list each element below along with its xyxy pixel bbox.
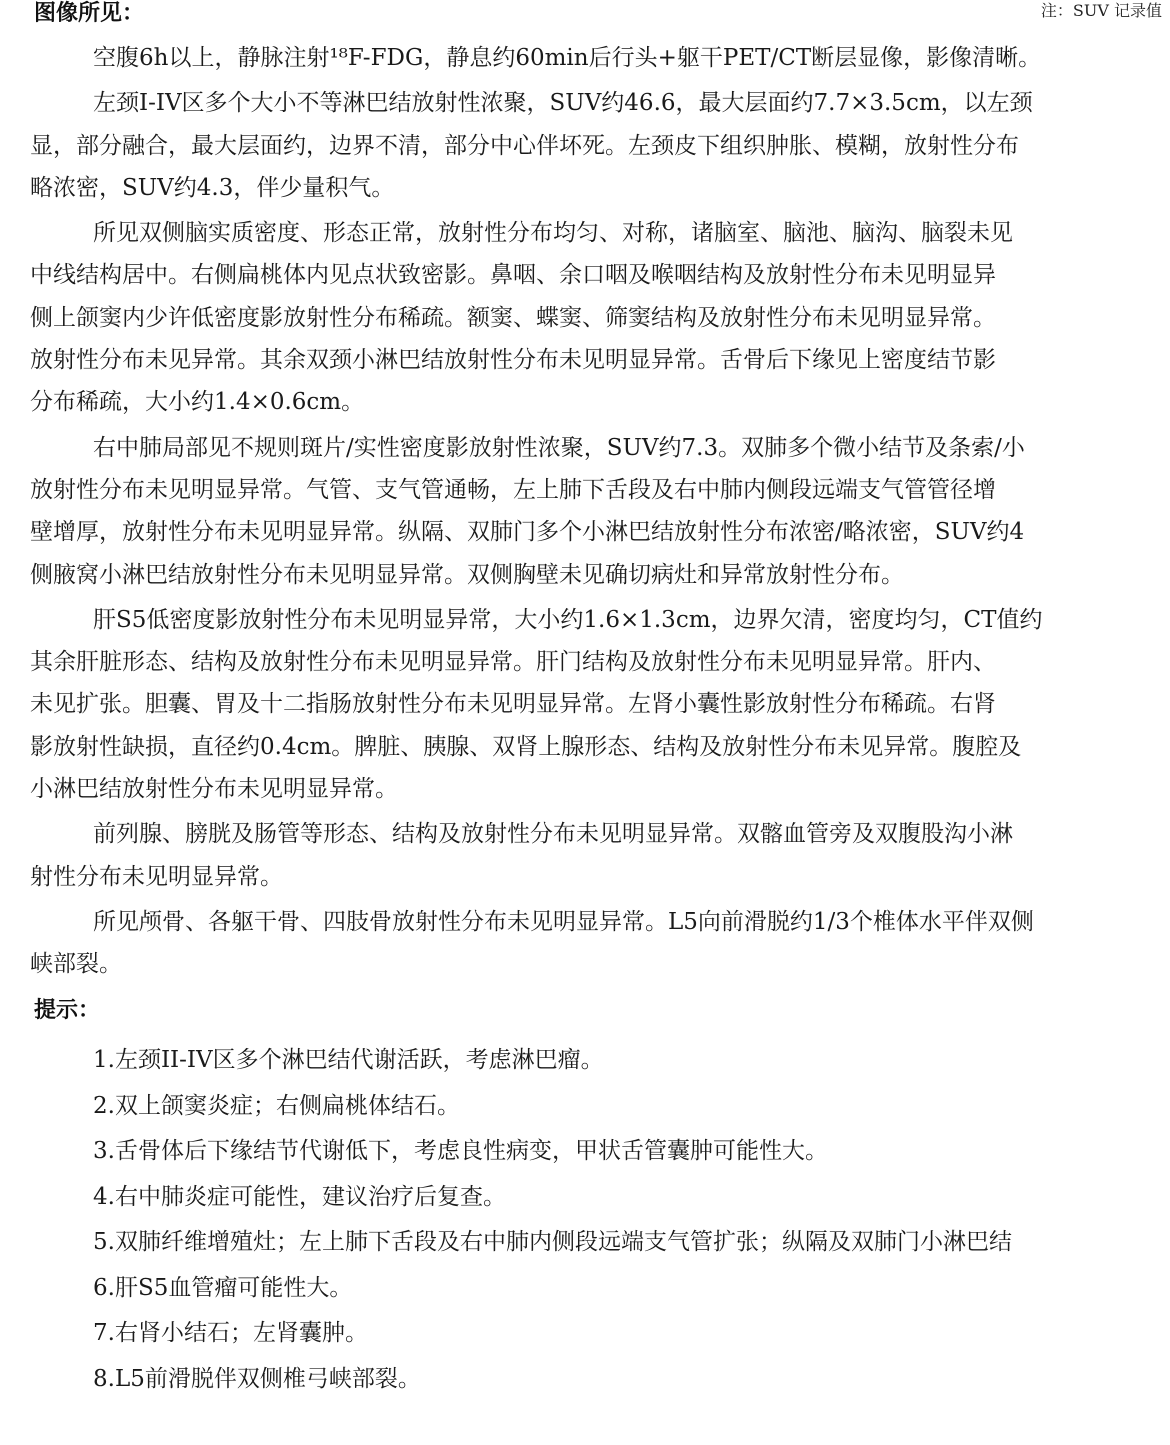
- findings-paragraph-bones: [30, 901, 1170, 986]
- hint-item: 1.左颈II-IV区多个淋巴结代谢活跃，考虑淋巴瘤。: [93, 1047, 604, 1073]
- paragraph-line: 放射性分布未见明显异常。气管、支气管通畅，左上肺下舌段及右中肺内侧段远端支气管管径增: [30, 476, 996, 503]
- findings-paragraph-neck: [30, 82, 1170, 209]
- paragraph-line: 右中肺局部见不规则斑片/实性密度影放射性浓聚，SUV约7.3。双肺多个微小结节及条索/小: [93, 434, 1025, 461]
- hint-item: 7.右肾小结石；左肾囊肿。: [93, 1320, 368, 1346]
- hints-heading: 提示：: [34, 998, 101, 1023]
- hint-item: 4.右中肺炎症可能性，建议治疗后复查。: [93, 1183, 506, 1210]
- findings-paragraph-chest: [30, 427, 1170, 596]
- paragraph-line: 所见颅骨、各躯干骨、四肢骨放射性分布未见明显异常。L5向前滑脱约1/3个椎体水平伴双侧: [93, 908, 1034, 935]
- paragraph-line: 放射性分布未见异常。其余双颈小淋巴结放射性分布未见明显异常。舌骨后下缘见上密度结节影: [30, 347, 996, 374]
- paragraph-line: 侧上颌窦内少许低密度影放射性分布稀疏。额窦、蝶窦、筛窦结构及放射性分布未见明显异常。: [30, 304, 996, 331]
- paragraph-line: 小淋巴结放射性分布未见明显异常。: [30, 776, 398, 803]
- paragraph-line: 分布稀疏，大小约1.4×0.6cm。: [30, 389, 365, 416]
- hint-item: 5.双肺纤维增殖灶；左上肺下舌段及右中肺内侧段远端支气管扩张；纵隔及双肺门小淋巴结: [93, 1229, 1012, 1255]
- paragraph-line: 影放射性缺损，直径约0.4cm。脾脏、胰腺、双肾上腺形态、结构及放射性分布未见异常。腹腔及: [30, 733, 1022, 760]
- hint-item: 2.双上颌窦炎症；右侧扁桃体结石。: [93, 1092, 460, 1119]
- paragraph-line: 峡部裂。: [30, 951, 122, 978]
- paragraph-line: 中线结构居中。右侧扁桃体内见点状致密影。鼻咽、余口咽及喉咽结构及放射性分布未见明显异: [30, 262, 996, 289]
- paragraph-line: 侧腋窝小淋巴结放射性分布未见明显异常。双侧胸壁未见确切病灶和异常放射性分布。: [30, 561, 904, 588]
- findings-heading: 图像所见：: [34, 1, 145, 26]
- hint-item: 6.肝S5血管瘤可能性大。: [93, 1274, 353, 1301]
- hints-list: [93, 1038, 1170, 1402]
- paragraph-line: 其余肝脏形态、结构及放射性分布未见明显异常。肝门结构及放射性分布未见明显异常。肝内、: [30, 649, 996, 676]
- paragraph-line: 显，部分融合，最大层面约，边界不清，部分中心伴坏死。左颈皮下组织肿胀、模糊，放射性分布: [30, 132, 1019, 159]
- paragraph-line: 未见扩张。胆囊、胃及十二指肠放射性分布未见明显异常。左肾小囊性影放射性分布稀疏。右肾: [30, 691, 996, 718]
- suv-note: 注：SUV 记录值: [1040, 1, 1162, 20]
- findings-paragraph-abdomen: [30, 599, 1170, 810]
- paragraph-line: 左颈I-IV区多个大小不等淋巴结放射性浓聚，SUV约46.6，最大层面约7.7×3.5cm，以左颈: [93, 90, 1033, 117]
- findings-paragraph-pelvis: [30, 813, 1170, 898]
- paragraph-line: 略浓密，SUV约4.3，伴少量积气。: [30, 174, 395, 201]
- paragraph-line: 壁增厚，放射性分布未见明显异常。纵隔、双肺门多个小淋巴结放射性分布浓密/略浓密，SUV约4: [30, 519, 1025, 546]
- findings-section: [30, 37, 1170, 989]
- hint-item: 3.舌骨体后下缘结节代谢低下，考虑良性病变，甲状舌管囊肿可能性大。: [93, 1138, 828, 1164]
- findings-paragraph-scan-protocol: [30, 37, 1170, 79]
- paragraph-line: 前列腺、膀胱及肠管等形态、结构及放射性分布未见明显异常。双髂血管旁及双腹股沟小淋: [93, 821, 1013, 848]
- hint-item: 8.L5前滑脱伴双侧椎弓峡部裂。: [93, 1365, 421, 1392]
- paragraph-line: 所见双侧脑实质密度、形态正常，放射性分布均匀、对称，诸脑室、脑池、脑沟、脑裂未见: [93, 220, 1013, 247]
- paragraph-line: 肝S5低密度影放射性分布未见明显异常，大小约1.6×1.3cm，边界欠清，密度均匀，CT值约: [93, 606, 1043, 633]
- paragraph-line: 射性分布未见明显异常。: [30, 863, 283, 890]
- findings-paragraph-head: [30, 212, 1170, 423]
- paragraph-line: 空腹6h以上，静脉注射¹⁸F-FDG，静息约60min后行头+躯干PET/CT断层显像，影像清晰。: [93, 45, 1042, 71]
